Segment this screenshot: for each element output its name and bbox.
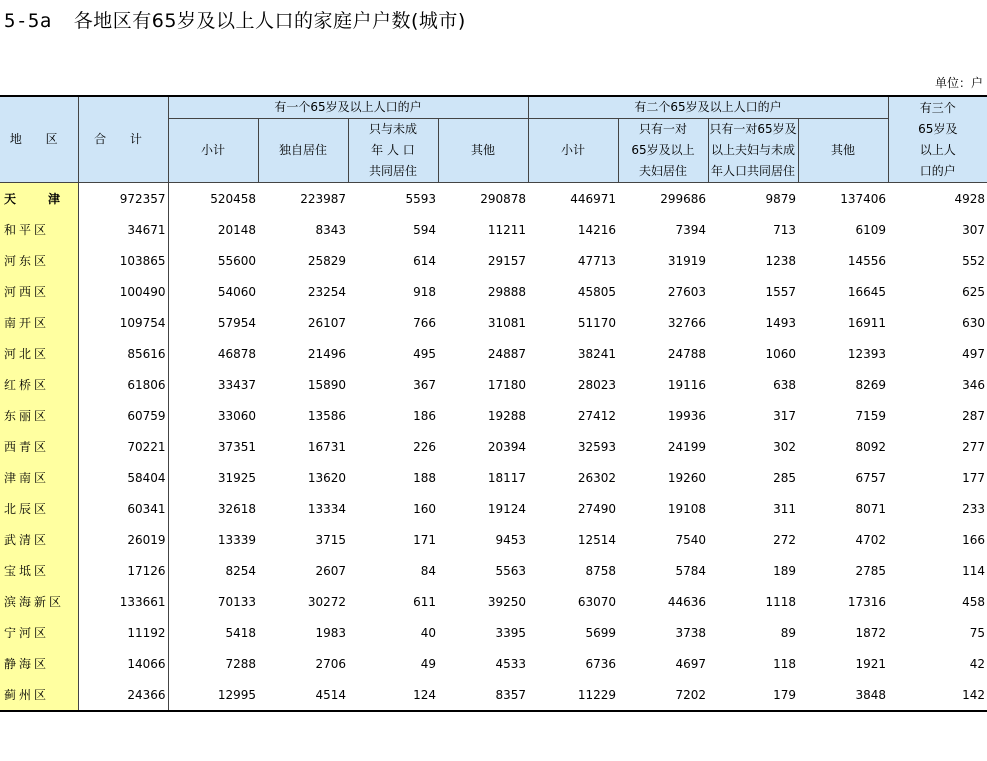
header-group-two: 有二个65岁及以上人口的户 <box>528 96 888 119</box>
region-cell <box>0 183 78 215</box>
value-cell: 307 <box>962 222 986 237</box>
region-cell: 红桥区 <box>0 369 78 400</box>
table-title: 各地区有65岁及以上人口的家庭户户数(城市) <box>73 10 466 32</box>
value-cell: 4702 <box>855 532 887 547</box>
value-cell: 8254 <box>225 563 256 578</box>
value-cell: 19116 <box>667 377 707 392</box>
region-cell: 静海区 <box>0 648 78 679</box>
value-cell: 57954 <box>217 315 256 330</box>
value-cell: 89 <box>780 625 797 640</box>
value-cell: 1238 <box>765 253 797 268</box>
value-cell: 12995 <box>217 687 256 702</box>
value-cell: 233 <box>962 501 986 516</box>
value-cell: 171 <box>413 532 436 547</box>
value-cell: 1493 <box>765 315 797 330</box>
value-cell: 15890 <box>307 377 346 392</box>
value-cell: 160 <box>413 501 436 516</box>
table-row <box>0 369 987 400</box>
region-cell: 滨海新区 <box>0 586 78 617</box>
value-cell: 23254 <box>307 284 346 299</box>
value-cell: 7202 <box>675 687 707 702</box>
value-cell: 5563 <box>495 563 527 578</box>
header-line: 以上人 <box>919 142 956 157</box>
value-cell: 2706 <box>315 656 346 671</box>
header-line: 只与未成 <box>368 122 417 136</box>
value-cell: 1983 <box>315 625 346 640</box>
value-cell: 17316 <box>847 594 887 609</box>
header-two-subtotal: 小计 <box>528 119 618 183</box>
region-cell: 蓟州区 <box>0 679 78 711</box>
table-row <box>0 431 987 462</box>
value-cell: 189 <box>773 563 797 578</box>
header-one-other: 其他 <box>438 119 528 183</box>
table-row <box>0 555 987 586</box>
value-cell: 299686 <box>660 191 707 206</box>
table-header <box>0 96 987 183</box>
value-cell: 27490 <box>577 501 617 516</box>
header-one-minor <box>348 119 438 183</box>
value-cell: 226 <box>413 439 436 454</box>
value-cell: 285 <box>773 470 797 485</box>
value-cell: 27412 <box>577 408 617 423</box>
value-cell: 186 <box>413 408 436 423</box>
value-cell: 8343 <box>315 222 346 237</box>
value-cell: 12514 <box>577 532 617 547</box>
value-cell: 51170 <box>577 315 617 330</box>
value-cell: 6757 <box>855 470 887 485</box>
value-cell: 9453 <box>495 532 527 547</box>
value-cell: 179 <box>773 687 797 702</box>
data-table <box>0 95 987 712</box>
value-cell: 7540 <box>675 532 707 547</box>
value-cell: 638 <box>773 377 797 392</box>
value-cell: 11211 <box>487 222 527 237</box>
region-cell: 西青区 <box>0 431 78 462</box>
value-cell: 8269 <box>855 377 887 392</box>
header-line: 夫妇居住 <box>639 164 688 178</box>
header-line: 有三个 <box>919 100 956 115</box>
value-cell: 49 <box>420 656 436 671</box>
table-row <box>0 493 987 524</box>
value-cell: 458 <box>962 594 986 609</box>
value-cell: 40 <box>420 625 436 640</box>
value-cell: 277 <box>962 439 986 454</box>
value-cell: 611 <box>413 594 436 609</box>
region-char: 津 <box>48 192 61 206</box>
header-line: 共同居住 <box>368 164 417 178</box>
value-cell: 3848 <box>855 687 887 702</box>
value-cell: 19124 <box>487 501 527 516</box>
table-row <box>0 462 987 493</box>
value-cell: 287 <box>962 408 986 423</box>
value-cell: 39250 <box>487 594 527 609</box>
value-cell: 19936 <box>667 408 707 423</box>
header-line: 65岁及 <box>918 121 958 136</box>
value-cell: 5593 <box>405 191 436 206</box>
region-cell: 宁河区 <box>0 617 78 648</box>
value-cell: 13334 <box>307 501 346 516</box>
region-cell: 和平区 <box>0 214 78 245</box>
region-cell: 河北区 <box>0 338 78 369</box>
value-cell: 311 <box>773 501 797 516</box>
value-cell: 16911 <box>847 315 887 330</box>
value-cell: 26302 <box>577 470 617 485</box>
region-cell: 南开区 <box>0 307 78 338</box>
value-cell: 7288 <box>225 656 256 671</box>
header-region: 地 区 <box>0 96 78 183</box>
value-cell: 495 <box>413 346 436 361</box>
value-cell: 61806 <box>78 369 168 400</box>
value-cell: 446971 <box>570 191 617 206</box>
value-cell: 367 <box>413 377 436 392</box>
header-line: 以上夫妇与未成 <box>711 143 796 157</box>
value-cell: 12393 <box>847 346 887 361</box>
table-row <box>0 276 987 307</box>
header-two-couple-minor <box>708 119 798 183</box>
header-line: 年人口共同居住 <box>711 164 796 178</box>
unit-label: 单位：户 <box>934 76 983 90</box>
value-cell: 13339 <box>217 532 256 547</box>
value-cell: 31919 <box>667 253 707 268</box>
value-cell: 614 <box>413 253 436 268</box>
value-cell: 630 <box>962 315 986 330</box>
value-cell: 70221 <box>78 431 168 462</box>
value-cell: 2785 <box>855 563 887 578</box>
value-cell: 5418 <box>225 625 256 640</box>
value-cell: 46878 <box>217 346 256 361</box>
value-cell: 47713 <box>577 253 617 268</box>
table-row <box>0 307 987 338</box>
value-cell: 4928 <box>954 191 986 206</box>
value-cell: 70133 <box>217 594 256 609</box>
value-cell: 103865 <box>78 245 168 276</box>
value-cell: 1872 <box>855 625 887 640</box>
value-cell: 2607 <box>315 563 346 578</box>
value-cell: 272 <box>773 532 797 547</box>
value-cell: 3738 <box>675 625 707 640</box>
value-cell: 18117 <box>487 470 527 485</box>
table-row <box>0 648 987 679</box>
table-row <box>0 524 987 555</box>
header-line: 口的户 <box>919 163 956 178</box>
value-cell: 8758 <box>585 563 617 578</box>
value-cell: 19260 <box>667 470 707 485</box>
table-row-total <box>0 183 987 215</box>
region-char: 天 <box>4 192 17 206</box>
value-cell: 45805 <box>577 284 617 299</box>
value-cell: 21496 <box>307 346 346 361</box>
table-row <box>0 245 987 276</box>
value-cell: 32618 <box>217 501 256 516</box>
value-cell: 24199 <box>667 439 707 454</box>
value-cell: 766 <box>413 315 436 330</box>
value-cell: 713 <box>773 222 797 237</box>
value-cell: 552 <box>962 253 986 268</box>
value-cell: 918 <box>413 284 436 299</box>
value-cell: 85616 <box>78 338 168 369</box>
value-cell: 38241 <box>577 346 617 361</box>
region-cell: 东丽区 <box>0 400 78 431</box>
header-two-other: 其他 <box>798 119 888 183</box>
value-cell: 4514 <box>315 687 346 702</box>
value-cell: 20148 <box>217 222 256 237</box>
region-cell: 津南区 <box>0 462 78 493</box>
value-cell: 63070 <box>577 594 617 609</box>
value-cell: 3715 <box>315 532 346 547</box>
value-cell: 118 <box>773 656 797 671</box>
header-one-subtotal: 小计 <box>168 119 258 183</box>
value-cell: 4697 <box>675 656 707 671</box>
value-cell: 133661 <box>78 586 168 617</box>
value-cell: 19108 <box>667 501 707 516</box>
value-cell: 109754 <box>78 307 168 338</box>
region-cell: 宝坻区 <box>0 555 78 586</box>
value-cell: 8357 <box>495 687 527 702</box>
value-cell: 4533 <box>495 656 527 671</box>
value-cell: 223987 <box>300 191 346 206</box>
value-cell: 29157 <box>487 253 527 268</box>
value-cell: 32593 <box>577 439 617 454</box>
value-cell: 137406 <box>840 191 887 206</box>
value-cell: 1118 <box>765 594 797 609</box>
value-cell: 11229 <box>577 687 617 702</box>
value-cell: 520458 <box>210 191 256 206</box>
value-cell: 346 <box>962 377 986 392</box>
value-cell: 3395 <box>495 625 527 640</box>
value-cell: 166 <box>962 532 986 547</box>
value-cell: 75 <box>969 625 986 640</box>
value-cell: 17180 <box>487 377 527 392</box>
value-cell: 37351 <box>217 439 256 454</box>
value-cell: 1921 <box>855 656 887 671</box>
value-cell: 5784 <box>675 563 707 578</box>
value-cell: 54060 <box>217 284 256 299</box>
region-cell: 河东区 <box>0 245 78 276</box>
value-cell: 34671 <box>78 214 168 245</box>
value-cell: 188 <box>413 470 436 485</box>
value-cell: 55600 <box>217 253 256 268</box>
value-cell: 31925 <box>217 470 256 485</box>
table-row <box>0 679 987 711</box>
value-cell: 497 <box>962 346 986 361</box>
value-cell: 7394 <box>675 222 707 237</box>
value-cell: 44636 <box>667 594 707 609</box>
value-cell: 60759 <box>78 400 168 431</box>
header-two-couple <box>618 119 708 183</box>
value-cell: 8092 <box>855 439 887 454</box>
value-cell: 8071 <box>855 501 887 516</box>
value-cell: 24366 <box>78 679 168 711</box>
value-cell: 1060 <box>765 346 797 361</box>
value-cell: 20394 <box>487 439 527 454</box>
value-cell: 594 <box>413 222 436 237</box>
value-cell: 25829 <box>307 253 346 268</box>
table-row <box>0 617 987 648</box>
table-row <box>0 586 987 617</box>
value-cell: 142 <box>962 687 986 702</box>
value-cell: 27603 <box>667 284 707 299</box>
table-body <box>0 183 987 712</box>
region-cell: 武清区 <box>0 524 78 555</box>
value-cell: 31081 <box>487 315 527 330</box>
header-line: 65岁及以上 <box>631 143 695 157</box>
header-total: 合 计 <box>78 96 168 183</box>
value-cell: 625 <box>962 284 986 299</box>
value-cell: 17126 <box>78 555 168 586</box>
value-cell: 24788 <box>667 346 707 361</box>
value-cell: 317 <box>773 408 797 423</box>
region-cell: 北辰区 <box>0 493 78 524</box>
value-cell: 302 <box>773 439 797 454</box>
value-cell: 11192 <box>78 617 168 648</box>
value-cell: 124 <box>413 687 436 702</box>
value-cell: 7159 <box>855 408 887 423</box>
value-cell: 972357 <box>78 183 168 215</box>
value-cell: 290878 <box>480 191 527 206</box>
header-line: 年 人 口 <box>371 143 415 157</box>
value-cell: 114 <box>962 563 986 578</box>
header-line: 只有一对65岁及 <box>709 122 797 136</box>
value-cell: 33437 <box>217 377 256 392</box>
value-cell: 58404 <box>78 462 168 493</box>
table-row <box>0 338 987 369</box>
value-cell: 60341 <box>78 493 168 524</box>
value-cell: 84 <box>420 563 436 578</box>
region-cell: 河西区 <box>0 276 78 307</box>
page-title <box>4 6 466 33</box>
table-row <box>0 400 987 431</box>
value-cell: 177 <box>962 470 986 485</box>
value-cell: 6109 <box>855 222 887 237</box>
value-cell: 24887 <box>487 346 527 361</box>
header-line: 只有一对 <box>639 122 688 136</box>
value-cell: 16731 <box>307 439 346 454</box>
value-cell: 13620 <box>307 470 346 485</box>
value-cell: 32766 <box>667 315 707 330</box>
value-cell: 14066 <box>78 648 168 679</box>
value-cell: 33060 <box>217 408 256 423</box>
header-group-three <box>888 96 987 183</box>
value-cell: 26107 <box>307 315 346 330</box>
value-cell: 30272 <box>307 594 346 609</box>
value-cell: 9879 <box>765 191 797 206</box>
value-cell: 14556 <box>847 253 887 268</box>
value-cell: 19288 <box>487 408 527 423</box>
value-cell: 13586 <box>307 408 346 423</box>
value-cell: 26019 <box>78 524 168 555</box>
value-cell: 100490 <box>78 276 168 307</box>
value-cell: 29888 <box>487 284 527 299</box>
value-cell: 6736 <box>585 656 617 671</box>
value-cell: 16645 <box>847 284 887 299</box>
table-code: 5-5a <box>4 10 52 32</box>
table-row <box>0 214 987 245</box>
value-cell: 1557 <box>765 284 797 299</box>
value-cell: 5699 <box>585 625 617 640</box>
header-group-one: 有一个65岁及以上人口的户 <box>168 96 528 119</box>
value-cell: 14216 <box>577 222 617 237</box>
value-cell: 28023 <box>577 377 617 392</box>
value-cell: 42 <box>969 656 986 671</box>
header-one-alone: 独自居住 <box>258 119 348 183</box>
